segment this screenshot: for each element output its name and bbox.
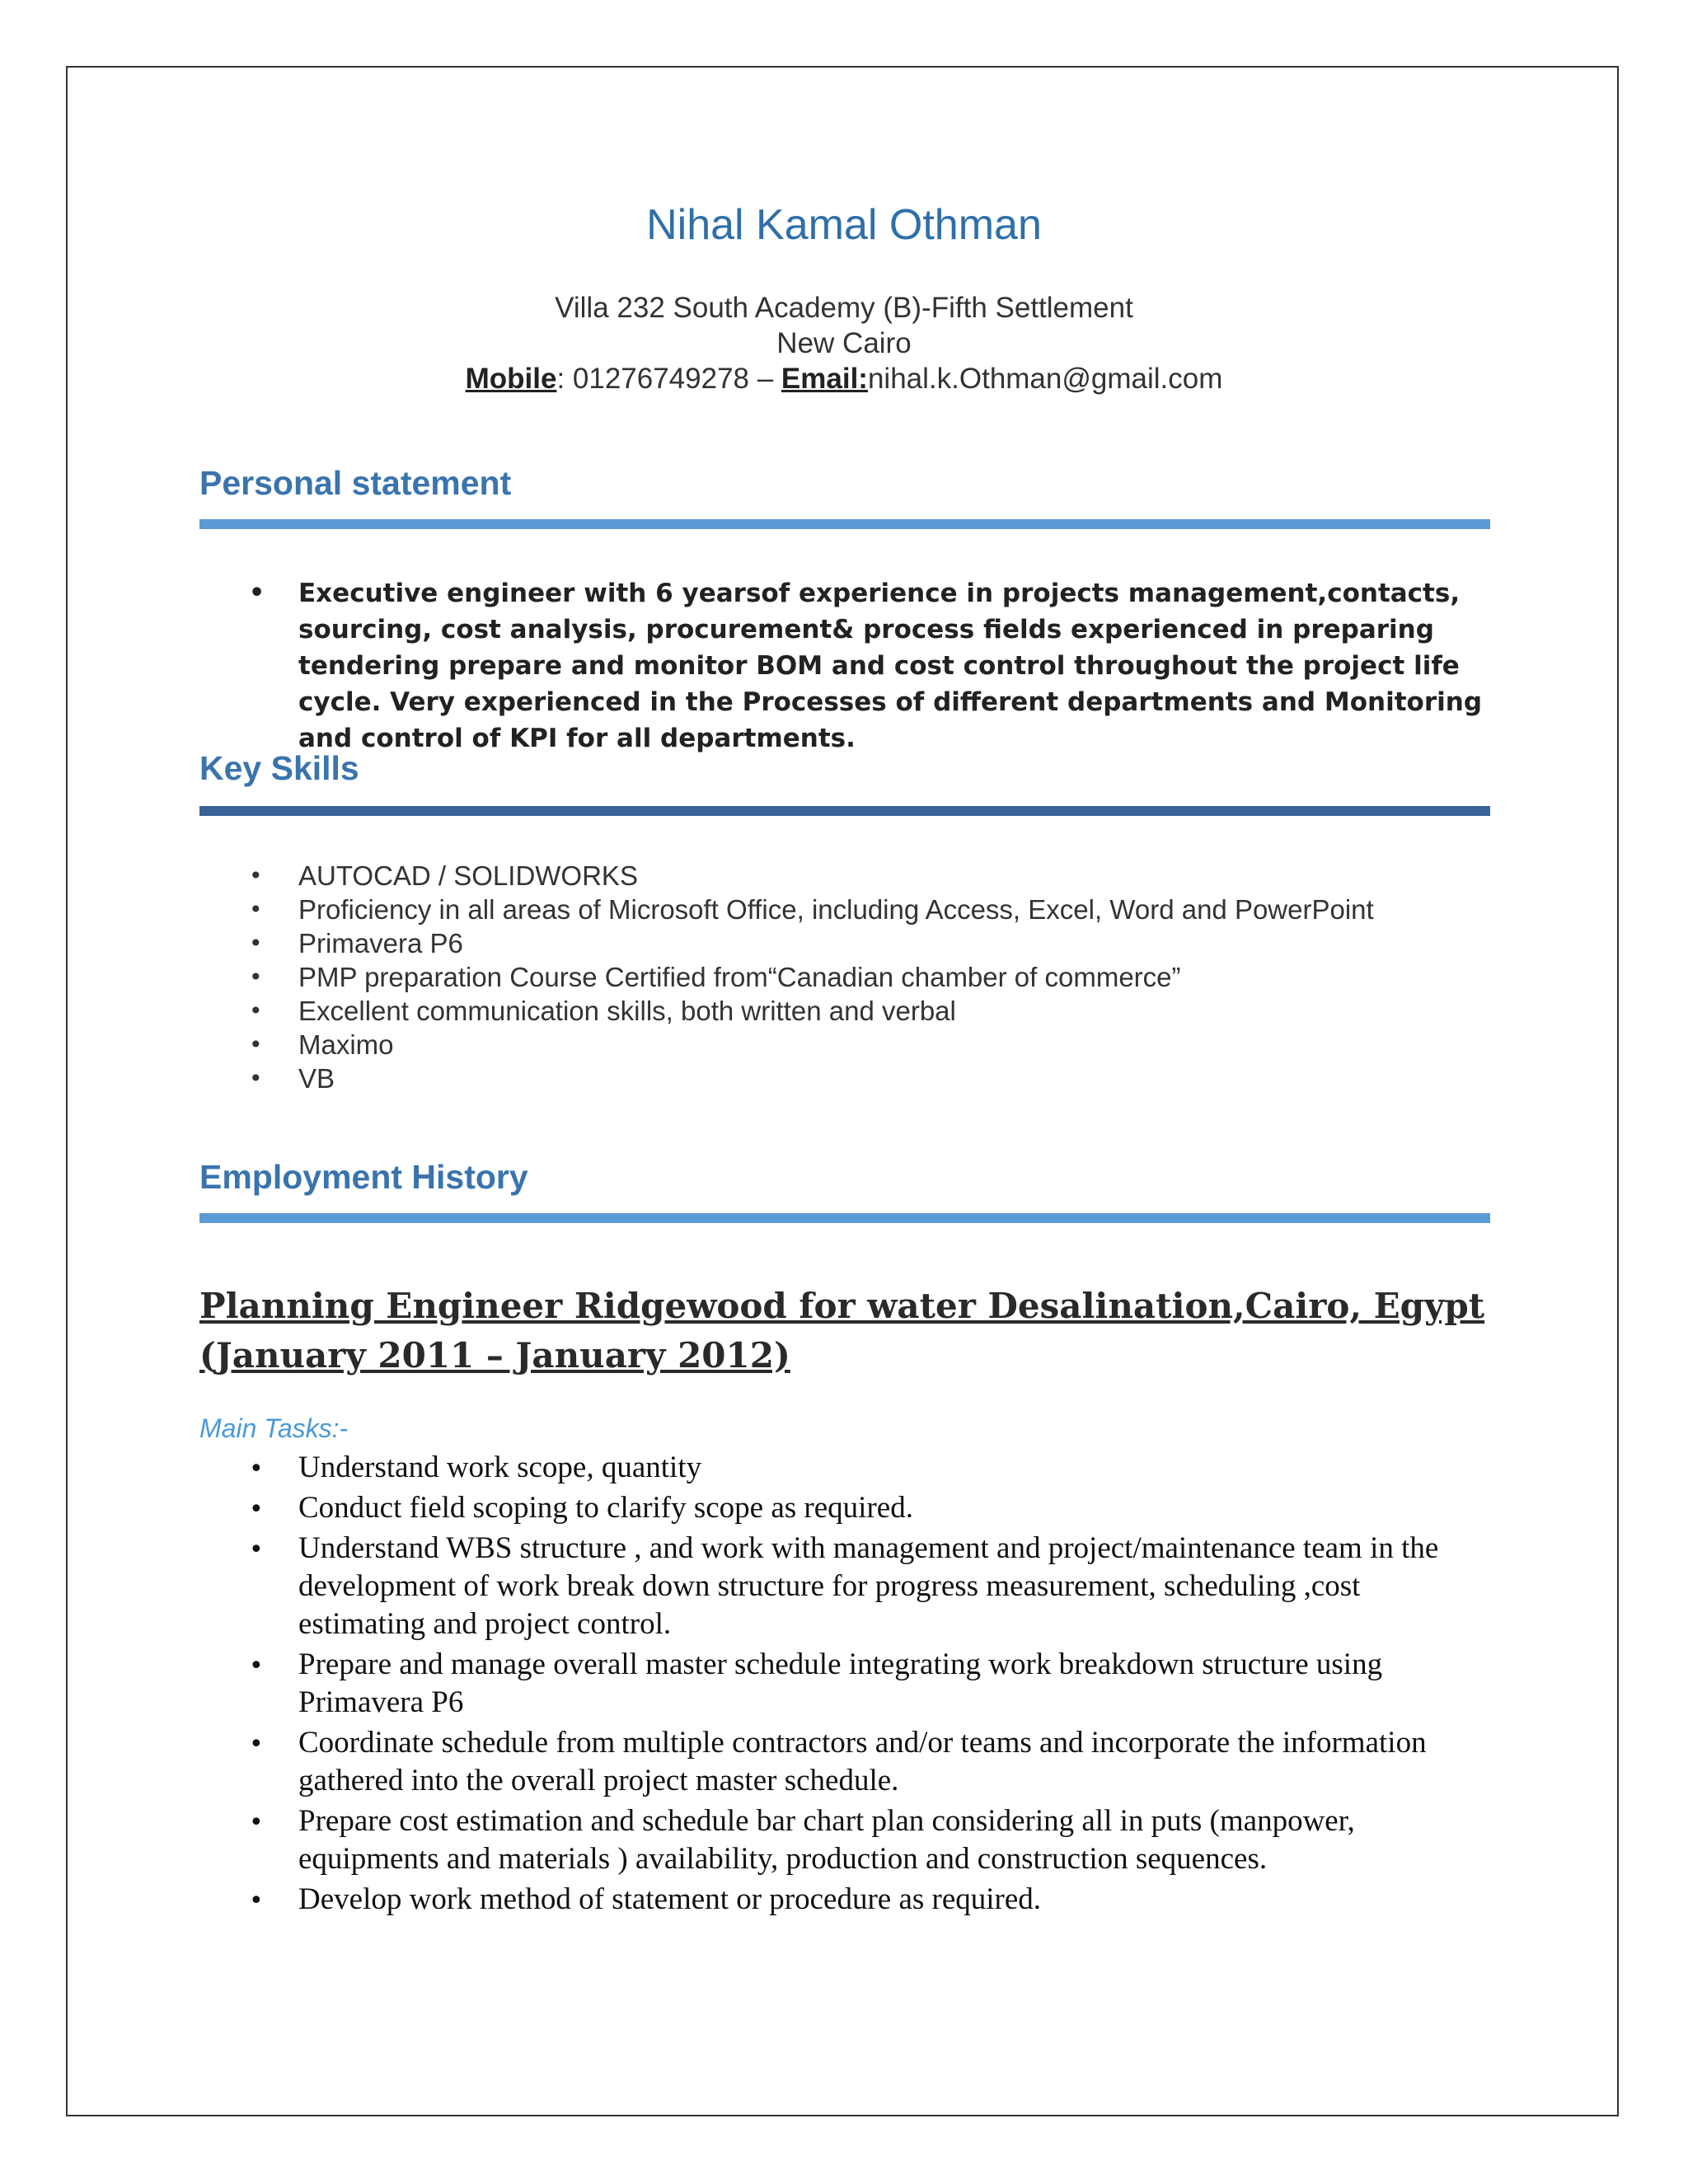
list-item [249, 575, 1493, 757]
list-item [249, 1881, 1493, 1919]
task-text: Coordinate schedule from multiple contractors and/or teams and incorporate the information gathered into the overall project master schedule. [298, 1726, 1427, 1797]
bullet-icon: • [249, 579, 265, 607]
email-value[interactable]: nihal.k.Othman@gmail.com [867, 363, 1223, 395]
section-title-key-skills: Key Skills [199, 749, 359, 787]
section-divider [199, 1213, 1490, 1223]
skill-text: Maximo [298, 1029, 394, 1060]
candidate-name: Nihal Kamal Othman [646, 201, 1042, 249]
list-item [249, 1530, 1493, 1643]
bullet-icon: • [249, 896, 263, 923]
email-label: Email: [781, 363, 868, 395]
task-text: Prepare and manage overall master schedule integrating work breakdown structure using Primavera P6 [298, 1647, 1383, 1719]
task-text: Understand WBS structure , and work with management and project/maintenance team in the development of work break down structure for progress measurement, scheduling ,cost estimating and project control. [298, 1531, 1439, 1641]
contact-line [0, 361, 1688, 396]
bullet-icon: • [249, 1886, 264, 1915]
skill-text: Proficiency in all areas of Microsoft Office, including Access, Excel, Word and PowerPoint [298, 894, 1374, 925]
main-tasks-list [249, 1449, 1493, 1921]
job-period: (January 2011 – January 2012) [199, 1335, 790, 1376]
job-heading [199, 1282, 1490, 1380]
bullet-icon: • [249, 963, 263, 991]
list-item [249, 1489, 1493, 1527]
task-text: Develop work method of statement or procedure as required. [298, 1882, 1042, 1916]
task-text: Conduct field scoping to clarify scope as required. [298, 1491, 913, 1525]
address-line-1: Villa 232 South Academy (B)-Fifth Settlement [555, 292, 1133, 324]
statement-text: Executive engineer with 6 yearsof experience in projects management,contacts, sourcing, cost analysis, procurement& process fields experienced in preparing tendering prepare and monitor BOM and cost control throughout the project life cycle. Very experienced in the Processes of different departments and Monitoring and control of KPI for all departments. [298, 579, 1483, 753]
list-item [249, 859, 1493, 893]
list-item [249, 1449, 1493, 1487]
list-item [249, 1646, 1493, 1722]
list-item [249, 1062, 1493, 1095]
bullet-icon: • [249, 1652, 264, 1680]
bullet-icon: • [249, 1535, 264, 1564]
bullet-icon: • [249, 1455, 264, 1483]
task-text: Understand work scope, quantity [298, 1451, 702, 1484]
bullet-icon: • [249, 1808, 264, 1837]
address-line-2: New Cairo [776, 327, 912, 359]
skill-text: AUTOCAD / SOLIDWORKS [298, 860, 638, 891]
bullet-icon: • [249, 1065, 263, 1092]
skill-text: VB [298, 1063, 335, 1094]
list-item [249, 1802, 1493, 1878]
personal-statement-list [249, 575, 1493, 757]
list-item [249, 1724, 1493, 1800]
section-title-employment-history: Employment History [199, 1158, 528, 1196]
list-item [249, 1028, 1493, 1062]
skill-text: PMP preparation Course Certified from“Canadian chamber of commerce” [298, 962, 1181, 992]
section-divider [199, 519, 1490, 529]
mobile-label: Mobile [465, 363, 557, 395]
key-skills-list [249, 859, 1493, 1095]
bullet-icon: • [249, 997, 263, 1024]
section-title-personal-statement: Personal statement [199, 464, 512, 502]
list-item [249, 893, 1493, 926]
section-divider [199, 806, 1490, 816]
task-text: Prepare cost estimation and schedule bar chart plan considering all in puts (manpower, equipments and materials ) availability, production and construction sequences. [298, 1804, 1355, 1876]
list-item [249, 960, 1493, 994]
bullet-icon: • [249, 930, 263, 957]
skill-text: Primavera P6 [298, 928, 463, 958]
bullet-icon: • [249, 1031, 263, 1058]
main-tasks-label: Main Tasks:- [199, 1413, 349, 1443]
skill-text: Excellent communication skills, both written and verbal [298, 996, 956, 1026]
bullet-icon: • [249, 1495, 264, 1524]
job-title: Planning Engineer Ridgewood for water Desalination,Cairo, Egypt [199, 1286, 1485, 1326]
list-item [249, 994, 1493, 1028]
bullet-icon: • [249, 862, 263, 889]
mobile-value: : 01276749278 – [556, 363, 781, 395]
bullet-icon: • [249, 1730, 264, 1759]
list-item [249, 926, 1493, 960]
